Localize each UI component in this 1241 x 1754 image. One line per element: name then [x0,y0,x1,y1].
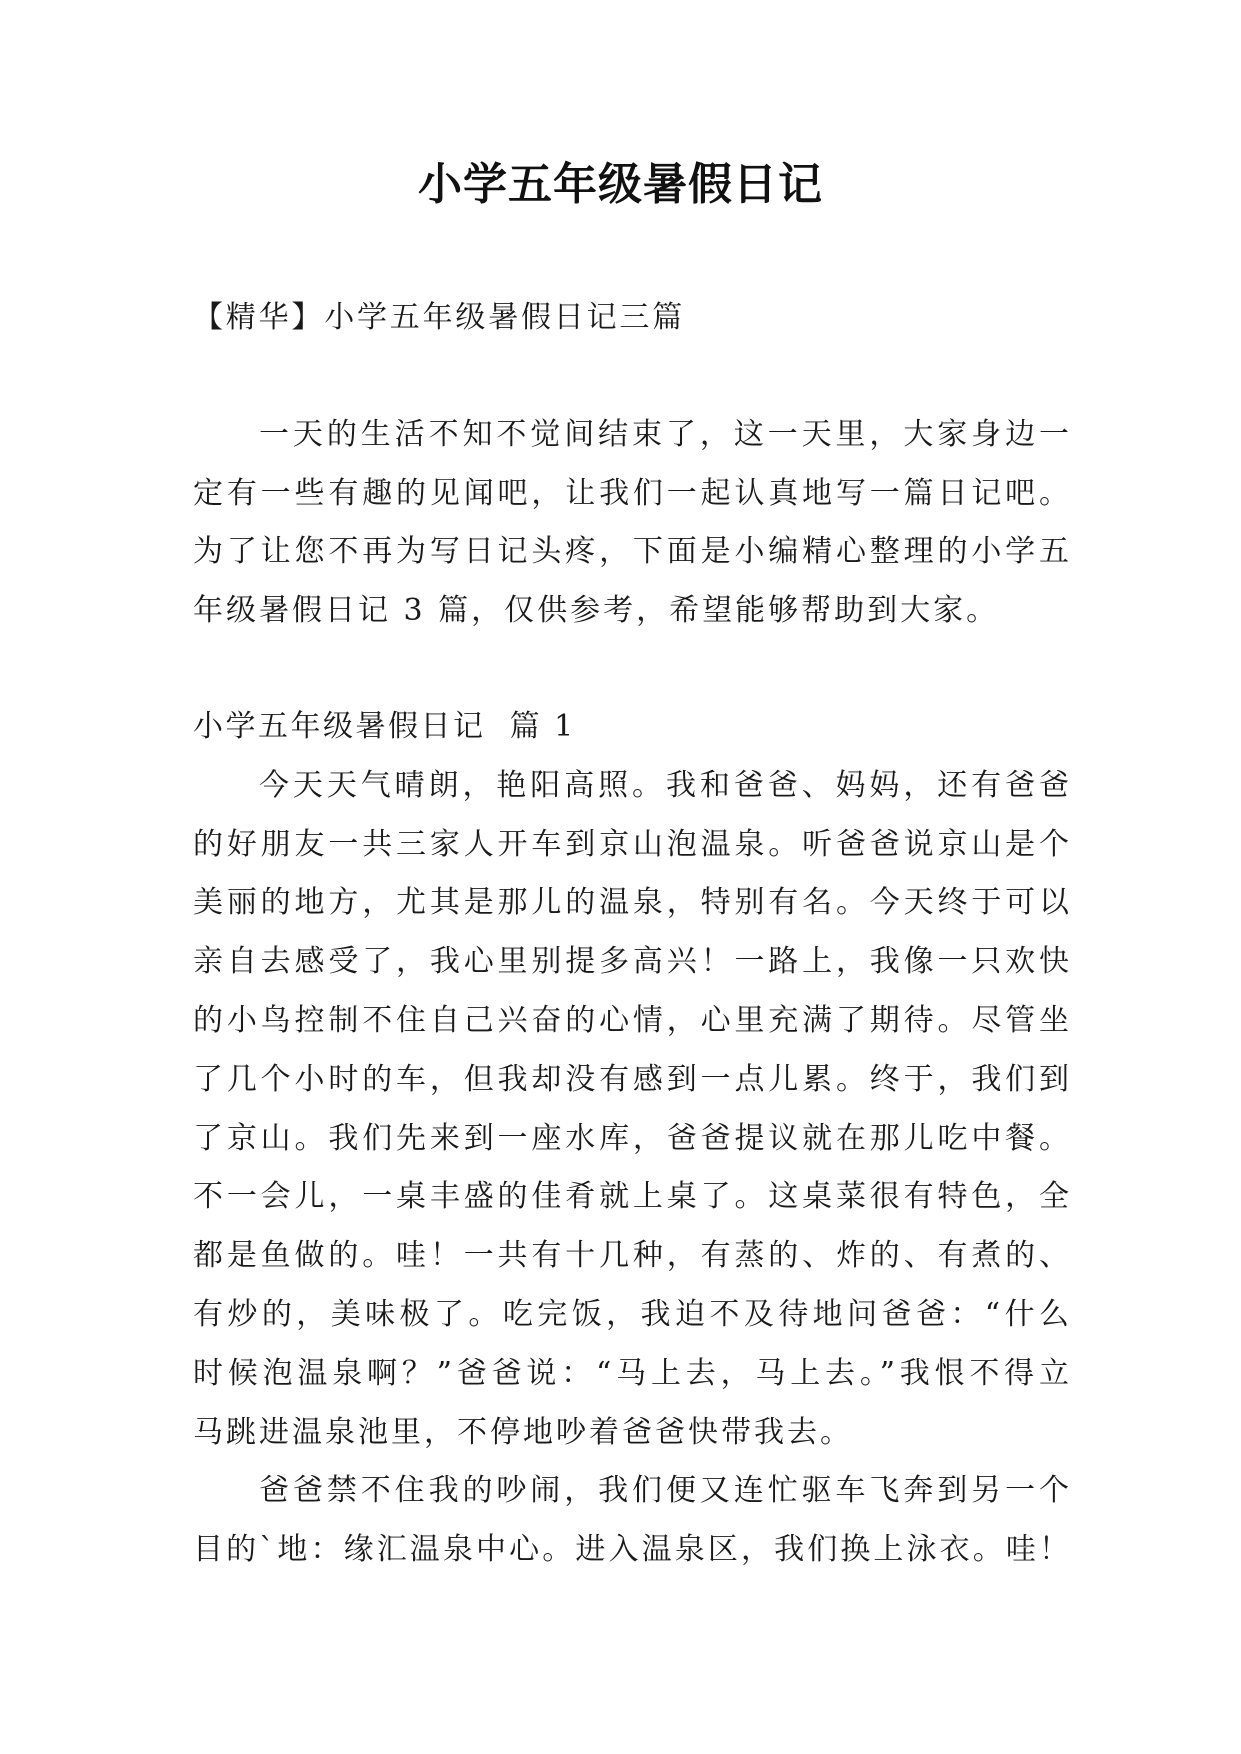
section-paragraph [193,757,1069,1463]
paragraph-line: 美丽的地方，尤其是那儿的温泉，特别有名。今天终于可以 [193,885,1069,921]
document-subtitle: 【精华】小学五年级暑假日记三篇 [193,300,685,335]
paragraph-line: 的好朋友一共三家人开车到京山泡温泉。听爸爸说京山是个 [193,826,1069,862]
paragraph-line: 了京山。我们先来到一座水库，爸爸提议就在那儿吃中餐。 [193,1120,1069,1156]
paragraph-line: 了几个小时的车，但我却没有感到一点儿累。终于，我们到 [193,1061,1069,1097]
paragraph-line: 亲自去感受了，我心里别提多高兴！一路上，我像一只欢快 [193,944,1069,980]
paragraph-line: 不一会儿，一桌丰盛的佳肴就上桌了。这桌菜很有特色，全 [193,1179,1069,1215]
paragraph-line: 都是鱼做的。哇！一共有十几种，有蒸的、炸的、有煮的、 [193,1238,1069,1274]
paragraph-line: 的小鸟控制不住自己兴奋的心情，心里充满了期待。尽管坐 [193,1002,1069,1038]
diary-section-1 [193,698,1069,1580]
paragraph-line: 爸爸禁不住我的吵闹，我们便又连忙驱车飞奔到另一个 [259,1473,1069,1509]
paragraph-line: 马跳进温泉池里，不停地吵着爸爸快带我去。 [193,1414,853,1450]
paragraph-line: 年级暑假日记 3 篇，仅供参考，希望能够帮助到大家。 [193,592,1000,628]
intro-paragraph [193,406,1069,640]
paragraph-line: 时候泡温泉啊？”爸爸说：“马上去，马上去。”我恨不得立 [193,1355,1069,1391]
paragraph-line: 为了让您不再为写日记头疼，下面是小编精心整理的小学五 [193,534,1069,569]
paragraph-line: 目的`地：缘汇温泉中心。进入温泉区，我们换上泳衣。哇！ [193,1532,1069,1568]
paragraph-line: 一天的生活不知不觉间结束了，这一天里，大家身边一 [259,417,1069,452]
section-heading: 小学五年级暑假日记 篇 1 [193,709,576,744]
paragraph-line: 定有一些有趣的见闻吧，让我们一起认真地写一篇日记吧。 [193,475,1069,511]
paragraph-line: 有炒的，美味极了。吃完饭，我迫不及待地问爸爸：“什么 [193,1296,1069,1332]
section-paragraph [193,1462,1069,1580]
paragraph-line: 今天天气晴朗，艳阳高照。我和爸爸、妈妈，还有爸爸 [259,767,1069,803]
document-title: 小学五年级暑假日记 [418,159,823,210]
